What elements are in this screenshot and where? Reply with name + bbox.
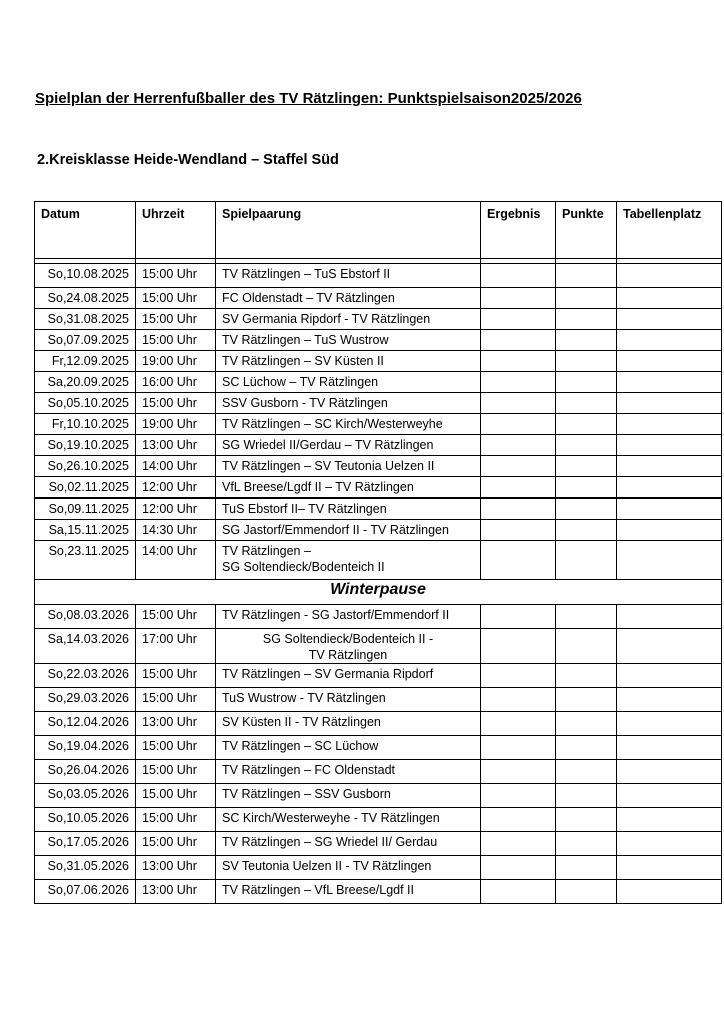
rank-cell[interactable] <box>617 629 722 664</box>
match-row <box>35 605 722 629</box>
league-subtitle: 2.Kreisklasse Heide-Wendland – Staffel Süd <box>37 152 339 168</box>
rank-cell[interactable] <box>617 498 722 520</box>
match-row <box>35 736 722 760</box>
column-header-points: Punkte <box>556 202 617 259</box>
result-cell[interactable] <box>481 456 556 477</box>
rank-cell[interactable] <box>617 808 722 832</box>
rank-cell[interactable] <box>617 393 722 414</box>
date-cell: So,24.08.2025 <box>35 288 136 309</box>
time-cell: 15:00 Uhr <box>136 808 216 832</box>
result-cell[interactable] <box>481 309 556 330</box>
time-cell: 15:00 Uhr <box>136 688 216 712</box>
match-cell <box>216 629 481 664</box>
points-cell[interactable] <box>556 629 617 664</box>
result-cell[interactable] <box>481 477 556 499</box>
date-cell: Fr,10.10.2025 <box>35 414 136 435</box>
rank-cell[interactable] <box>617 760 722 784</box>
rank-cell[interactable] <box>617 520 722 541</box>
date-cell: So,10.05.2026 <box>35 808 136 832</box>
match-cell: TuS Wustrow - TV Rätzlingen <box>216 688 481 712</box>
match-cell: TV Rätzlingen – SV Germania Ripdorf <box>216 664 481 688</box>
time-cell: 13:00 Uhr <box>136 435 216 456</box>
match-row <box>35 784 722 808</box>
rank-cell[interactable] <box>617 880 722 904</box>
date-cell: Sa,20.09.2025 <box>35 372 136 393</box>
match-cell: FC Oldenstadt – TV Rätzlingen <box>216 288 481 309</box>
points-cell[interactable] <box>556 351 617 372</box>
match-row <box>35 688 722 712</box>
match-row <box>35 712 722 736</box>
time-cell: 15:00 Uhr <box>136 664 216 688</box>
result-cell[interactable] <box>481 288 556 309</box>
match-cell: TV Rätzlingen – SC Lüchow <box>216 736 481 760</box>
rank-cell[interactable] <box>617 372 722 393</box>
points-cell[interactable] <box>556 477 617 499</box>
time-cell: 15:00 Uhr <box>136 330 216 351</box>
time-cell: 14:00 Uhr <box>136 456 216 477</box>
match-line-2: TV Rätzlingen <box>308 648 388 662</box>
column-header-time: Uhrzeit <box>136 202 216 259</box>
points-cell[interactable] <box>556 736 617 760</box>
time-cell: 13:00 Uhr <box>136 712 216 736</box>
result-cell[interactable] <box>481 808 556 832</box>
match-row <box>35 880 722 904</box>
header-row <box>35 202 722 259</box>
result-cell[interactable] <box>481 498 556 520</box>
rank-cell[interactable] <box>617 688 722 712</box>
match-cell: TV Rätzlingen – SG Wriedel II/ Gerdau <box>216 832 481 856</box>
match-row <box>35 808 722 832</box>
result-cell[interactable] <box>481 605 556 629</box>
match-cell: SG Jastorf/Emmendorf II - TV Rätzlingen <box>216 520 481 541</box>
match-cell: TV Rätzlingen – VfL Breese/Lgdf II <box>216 880 481 904</box>
points-cell[interactable] <box>556 520 617 541</box>
points-cell[interactable] <box>556 712 617 736</box>
match-row <box>35 288 722 309</box>
points-cell[interactable] <box>556 784 617 808</box>
match-cell: TV Rätzlingen – SSV Gusborn <box>216 784 481 808</box>
rank-cell[interactable] <box>617 541 722 580</box>
column-header-result: Ergebnis <box>481 202 556 259</box>
match-cell: VfL Breese/Lgdf II – TV Rätzlingen <box>216 477 481 499</box>
time-cell: 12:00 Uhr <box>136 498 216 520</box>
match-cell: SG Wriedel II/Gerdau – TV Rätzlingen <box>216 435 481 456</box>
points-cell[interactable] <box>556 856 617 880</box>
date-cell: Sa,14.03.2026 <box>35 629 136 664</box>
result-cell[interactable] <box>481 688 556 712</box>
match-row <box>35 832 722 856</box>
date-cell: Fr,12.09.2025 <box>35 351 136 372</box>
match-cell: SC Lüchow – TV Rätzlingen <box>216 372 481 393</box>
rank-cell[interactable] <box>617 351 722 372</box>
date-cell: So,22.03.2026 <box>35 664 136 688</box>
points-cell[interactable] <box>556 498 617 520</box>
rank-cell[interactable] <box>617 605 722 629</box>
date-cell: So,12.04.2026 <box>35 712 136 736</box>
column-header-date: Datum <box>35 202 136 259</box>
result-cell[interactable] <box>481 760 556 784</box>
points-cell[interactable] <box>556 808 617 832</box>
match-row <box>35 856 722 880</box>
rank-cell[interactable] <box>617 664 722 688</box>
time-cell: 15.00 Uhr <box>136 784 216 808</box>
match-row <box>35 541 722 580</box>
result-cell[interactable] <box>481 712 556 736</box>
match-cell: SV Teutonia Uelzen II - TV Rätzlingen <box>216 856 481 880</box>
winter-break-label: Winterpause <box>35 580 722 605</box>
result-cell[interactable] <box>481 393 556 414</box>
time-cell: 15:00 Uhr <box>136 288 216 309</box>
date-cell: So,08.03.2026 <box>35 605 136 629</box>
rank-cell[interactable] <box>617 309 722 330</box>
result-cell[interactable] <box>481 629 556 664</box>
match-row <box>35 264 722 288</box>
result-cell[interactable] <box>481 264 556 288</box>
rank-cell[interactable] <box>617 288 722 309</box>
match-row <box>35 309 722 330</box>
time-cell: 15:00 Uhr <box>136 760 216 784</box>
match-cell <box>216 541 481 580</box>
points-cell[interactable] <box>556 288 617 309</box>
match-row <box>35 393 722 414</box>
rank-cell[interactable] <box>617 264 722 288</box>
rank-cell[interactable] <box>617 477 722 499</box>
rank-cell[interactable] <box>617 856 722 880</box>
points-cell[interactable] <box>556 605 617 629</box>
date-cell: So,03.05.2026 <box>35 784 136 808</box>
result-cell[interactable] <box>481 330 556 351</box>
date-cell: So,31.08.2025 <box>35 309 136 330</box>
result-cell[interactable] <box>481 856 556 880</box>
time-cell: 15:00 Uhr <box>136 736 216 760</box>
time-cell: 15:00 Uhr <box>136 264 216 288</box>
time-cell: 15:00 Uhr <box>136 309 216 330</box>
match-cell: TV Rätzlingen – TuS Wustrow <box>216 330 481 351</box>
result-cell[interactable] <box>481 784 556 808</box>
date-cell: So,07.09.2025 <box>35 330 136 351</box>
time-cell: 13:00 Uhr <box>136 856 216 880</box>
column-header-rank: Tabellenplatz <box>617 202 722 259</box>
match-cell: TV Rätzlingen - SG Jastorf/Emmendorf II <box>216 605 481 629</box>
time-cell: 13:00 Uhr <box>136 880 216 904</box>
rank-cell[interactable] <box>617 784 722 808</box>
rank-cell[interactable] <box>617 456 722 477</box>
match-cell: TV Rätzlingen – SV Teutonia Uelzen II <box>216 456 481 477</box>
time-cell: 14:30 Uhr <box>136 520 216 541</box>
match-line-2: SG Soltendieck/Bodenteich II <box>222 560 385 574</box>
time-cell: 12:00 Uhr <box>136 477 216 499</box>
match-cell: TV Rätzlingen – TuS Ebstorf II <box>216 264 481 288</box>
points-cell[interactable] <box>556 541 617 580</box>
time-cell: 15:00 Uhr <box>136 393 216 414</box>
points-cell[interactable] <box>556 688 617 712</box>
rank-cell[interactable] <box>617 414 722 435</box>
points-cell[interactable] <box>556 372 617 393</box>
time-cell: 15:00 Uhr <box>136 832 216 856</box>
match-row <box>35 414 722 435</box>
time-cell: 16:00 Uhr <box>136 372 216 393</box>
schedule-table <box>34 201 722 904</box>
rank-cell[interactable] <box>617 435 722 456</box>
match-line-1: SG Soltendieck/Bodenteich II - <box>262 632 434 646</box>
match-cell: TV Rätzlingen – SC Kirch/Westerweyhe <box>216 414 481 435</box>
points-cell[interactable] <box>556 664 617 688</box>
result-cell[interactable] <box>481 880 556 904</box>
match-row <box>35 330 722 351</box>
date-cell: So,26.10.2025 <box>35 456 136 477</box>
points-cell[interactable] <box>556 330 617 351</box>
date-cell: So,23.11.2025 <box>35 541 136 580</box>
result-cell[interactable] <box>481 832 556 856</box>
winter-break-row <box>35 580 722 605</box>
date-cell: So,17.05.2026 <box>35 832 136 856</box>
points-cell[interactable] <box>556 414 617 435</box>
date-cell: So,02.11.2025 <box>35 477 136 499</box>
date-cell: So,29.03.2026 <box>35 688 136 712</box>
match-row <box>35 498 722 520</box>
match-row <box>35 629 722 664</box>
match-row <box>35 760 722 784</box>
points-cell[interactable] <box>556 309 617 330</box>
match-cell: SC Kirch/Westerweyhe - TV Rätzlingen <box>216 808 481 832</box>
match-cell: TV Rätzlingen – FC Oldenstadt <box>216 760 481 784</box>
date-cell: So,05.10.2025 <box>35 393 136 414</box>
date-cell: So,26.04.2026 <box>35 760 136 784</box>
points-cell[interactable] <box>556 393 617 414</box>
rank-cell[interactable] <box>617 832 722 856</box>
match-row <box>35 351 722 372</box>
time-cell: 19:00 Uhr <box>136 414 216 435</box>
date-cell: So,09.11.2025 <box>35 498 136 520</box>
time-cell: 15:00 Uhr <box>136 605 216 629</box>
match-row <box>35 435 722 456</box>
date-cell: Sa,15.11.2025 <box>35 520 136 541</box>
match-cell: SV Küsten II - TV Rätzlingen <box>216 712 481 736</box>
date-cell: So,31.05.2026 <box>35 856 136 880</box>
match-row <box>35 456 722 477</box>
points-cell[interactable] <box>556 264 617 288</box>
match-line-1: TV Rätzlingen – <box>222 544 311 558</box>
result-cell[interactable] <box>481 351 556 372</box>
rank-cell[interactable] <box>617 712 722 736</box>
time-cell: 14:00 Uhr <box>136 541 216 580</box>
points-cell[interactable] <box>556 832 617 856</box>
column-header-match: Spielpaarung <box>216 202 481 259</box>
page-title: Spielplan der Herrenfußballer des TV Rätzlingen: Punktspielsaison2025/2026 <box>35 90 582 107</box>
date-cell: So,07.06.2026 <box>35 880 136 904</box>
match-row <box>35 477 722 499</box>
rank-cell[interactable] <box>617 736 722 760</box>
points-cell[interactable] <box>556 880 617 904</box>
date-cell: So,19.10.2025 <box>35 435 136 456</box>
points-cell[interactable] <box>556 760 617 784</box>
match-cell: SV Germania Ripdorf - TV Rätzlingen <box>216 309 481 330</box>
match-cell: TV Rätzlingen – SV Küsten II <box>216 351 481 372</box>
result-cell[interactable] <box>481 520 556 541</box>
time-cell: 19:00 Uhr <box>136 351 216 372</box>
result-cell[interactable] <box>481 736 556 760</box>
time-cell: 17:00 Uhr <box>136 629 216 664</box>
points-cell[interactable] <box>556 456 617 477</box>
result-cell[interactable] <box>481 435 556 456</box>
match-row <box>35 664 722 688</box>
match-row <box>35 520 722 541</box>
result-cell[interactable] <box>481 414 556 435</box>
match-cell: SSV Gusborn - TV Rätzlingen <box>216 393 481 414</box>
points-cell[interactable] <box>556 435 617 456</box>
match-cell: TuS Ebstorf II– TV Rätzlingen <box>216 498 481 520</box>
date-cell: So,19.04.2026 <box>35 736 136 760</box>
result-cell[interactable] <box>481 664 556 688</box>
date-cell: So,10.08.2025 <box>35 264 136 288</box>
match-row <box>35 372 722 393</box>
rank-cell[interactable] <box>617 330 722 351</box>
result-cell[interactable] <box>481 372 556 393</box>
result-cell[interactable] <box>481 541 556 580</box>
